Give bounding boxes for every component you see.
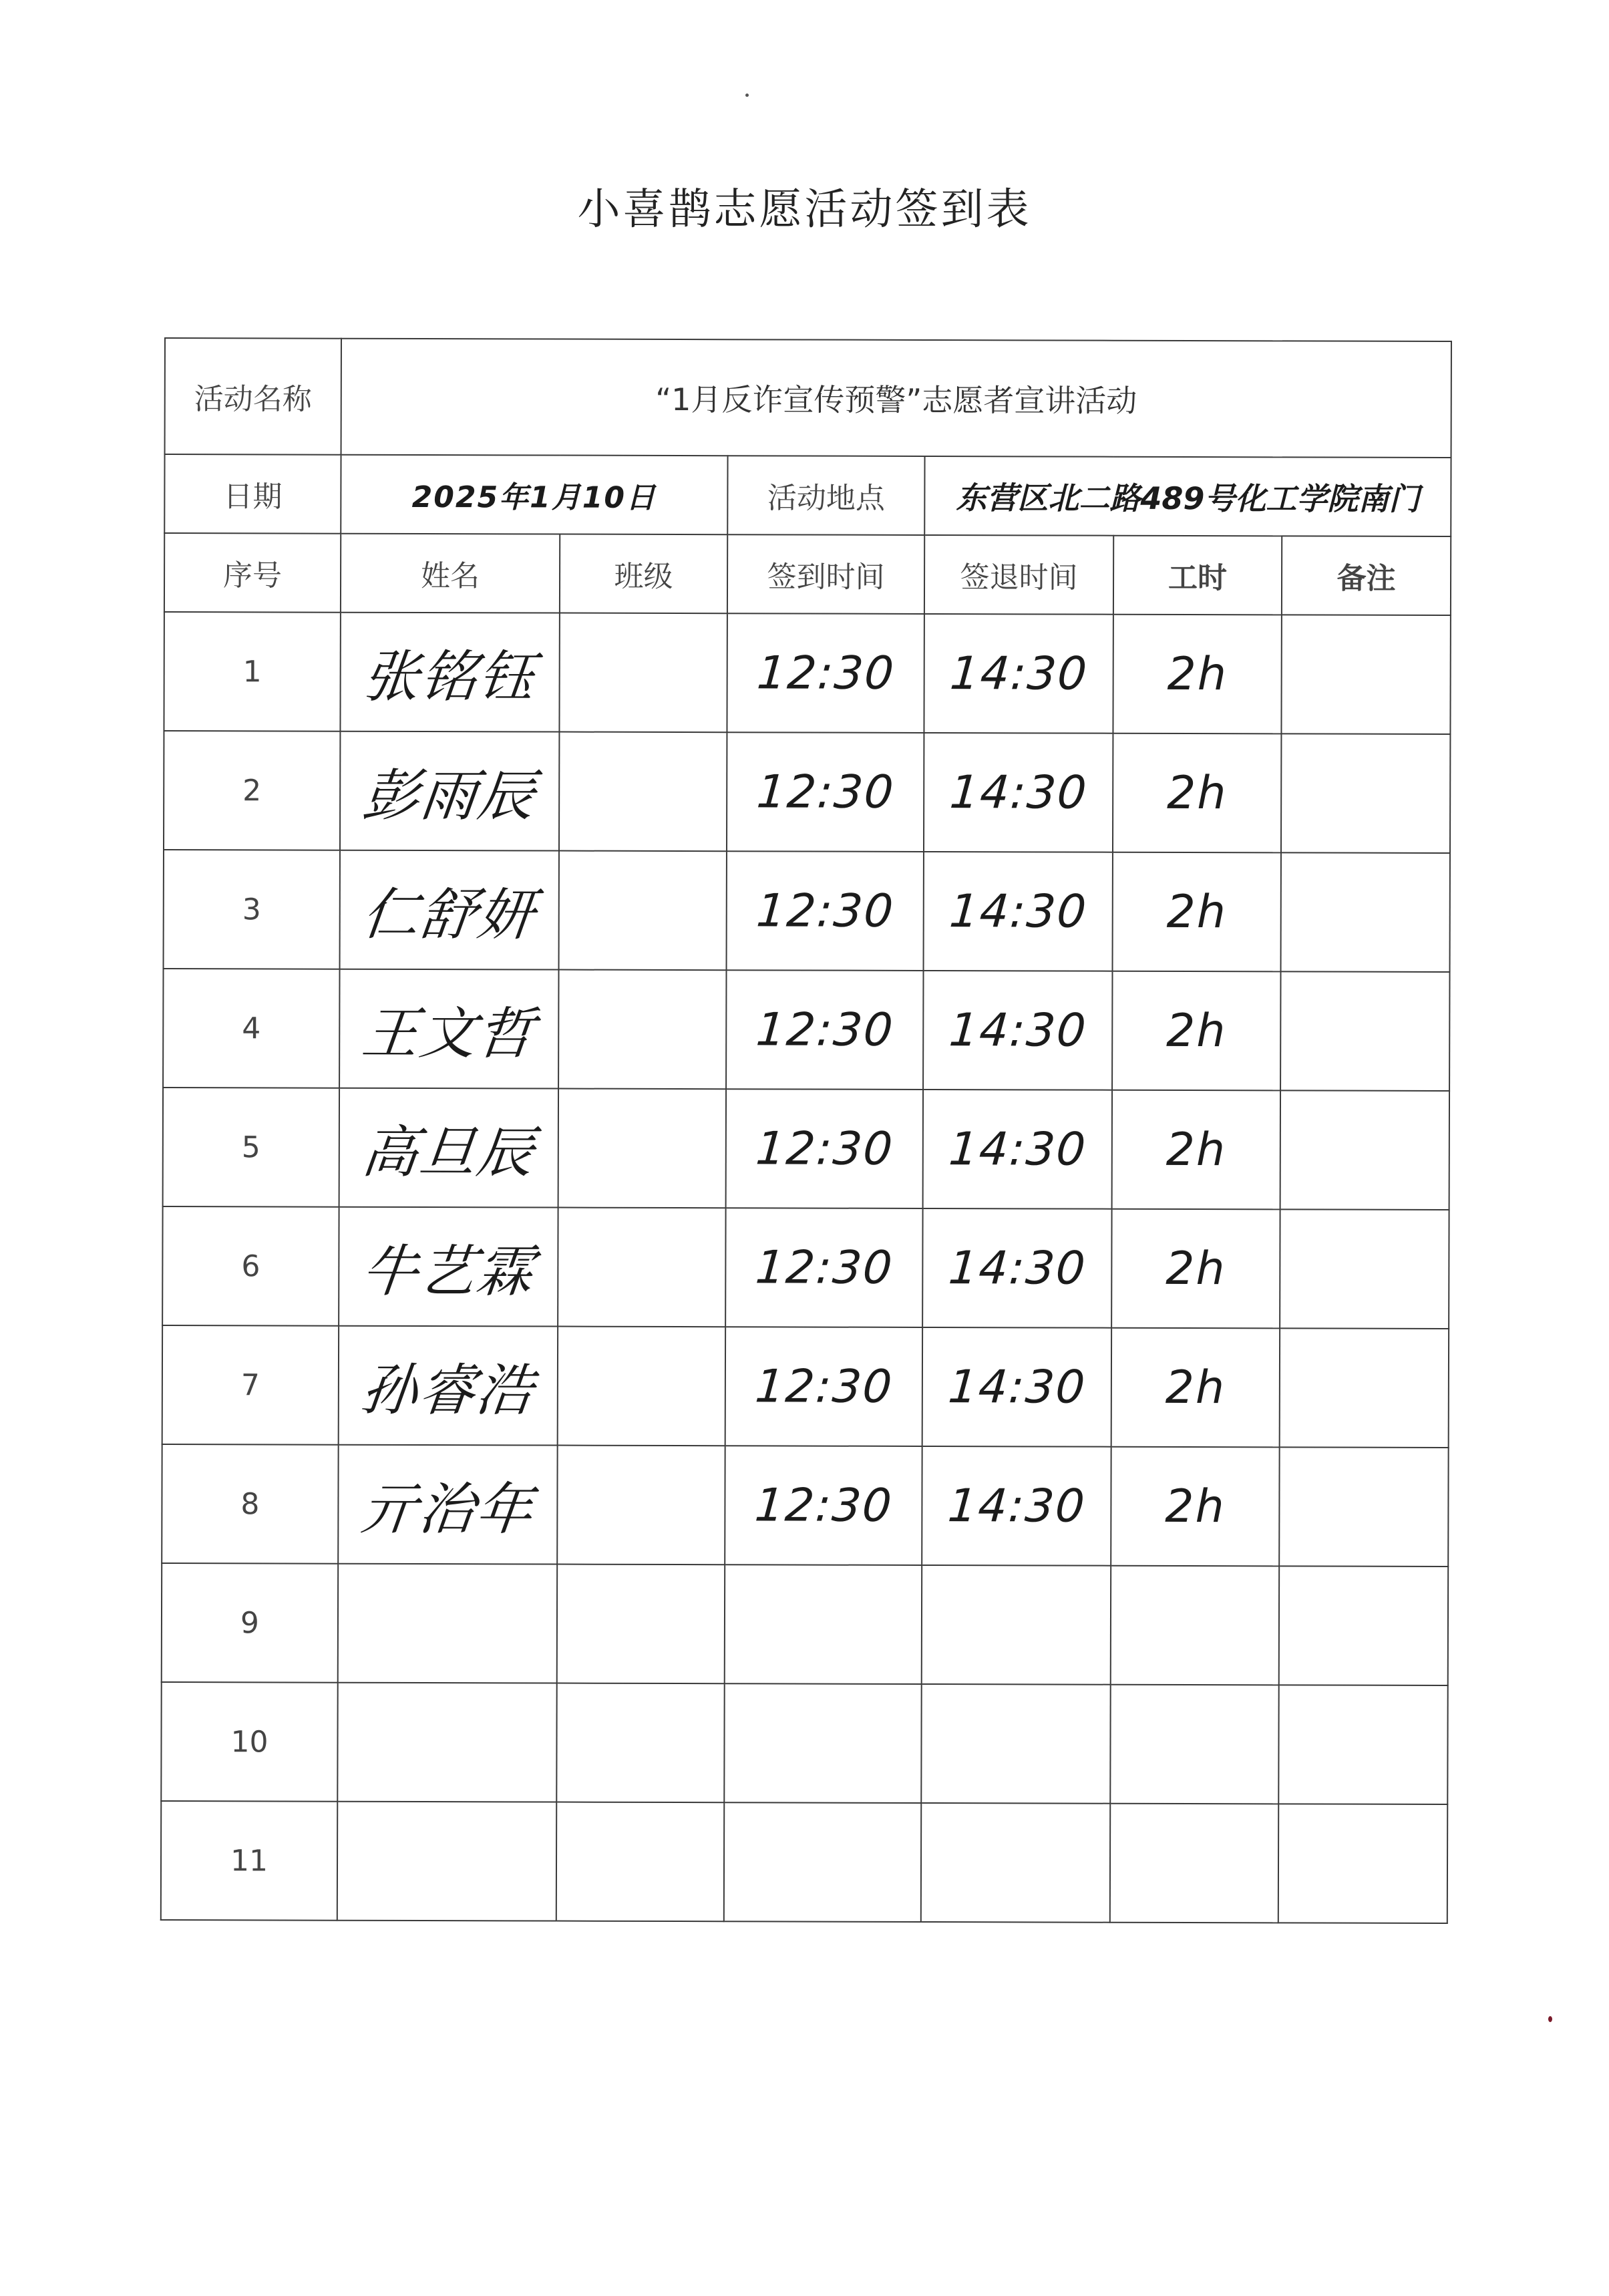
sign-in-time-cell — [725, 1327, 922, 1446]
work-hours: 2h — [1165, 1361, 1226, 1414]
sign-out-time-cell — [924, 614, 1113, 733]
date-location-row — [164, 454, 1451, 536]
volunteer-name: 仁舒妍 — [359, 881, 539, 947]
remark-cell — [1279, 1566, 1448, 1685]
volunteer-name-cell — [339, 1088, 558, 1208]
work-hours-cell — [1113, 733, 1281, 853]
sign-out-time: 14:30 — [947, 766, 1089, 820]
table-row — [161, 1801, 1447, 1923]
row-number-cell: 1 — [164, 612, 340, 731]
sign-out-time: 14:30 — [946, 1479, 1087, 1533]
scan-speck — [1548, 2016, 1552, 2022]
date-value — [341, 455, 727, 535]
remark-cell — [1281, 852, 1450, 972]
table-row — [163, 1088, 1449, 1210]
remark-cell — [1279, 1447, 1448, 1567]
location-label: 活动地点 — [727, 456, 924, 535]
header-sign-in: 签到时间 — [727, 534, 924, 614]
table-row — [163, 969, 1449, 1091]
location-value — [924, 456, 1451, 536]
work-hours: 2h — [1165, 1480, 1226, 1533]
volunteer-name-cell — [340, 613, 559, 732]
sign-in-time: 12:30 — [753, 1122, 896, 1176]
table-row — [164, 850, 1450, 972]
work-hours-cell — [1112, 971, 1280, 1091]
work-hours: 2h — [1166, 1123, 1227, 1176]
work-hours: 2h — [1166, 1242, 1226, 1295]
volunteer-name-cell — [337, 1683, 556, 1802]
sign-in-time: 12:30 — [754, 765, 896, 819]
date-label: 日期 — [164, 454, 341, 534]
activity-name-text: “1月反诈宣传预警”志愿者宣讲活动 — [655, 381, 1137, 419]
volunteer-name-cell — [338, 1445, 557, 1565]
table-row — [162, 1563, 1448, 1685]
remark-cell — [1280, 1090, 1449, 1210]
activity-name-row — [165, 338, 1451, 458]
work-hours-cell — [1113, 852, 1281, 972]
work-hours-cell — [1111, 1209, 1280, 1329]
column-header-row — [164, 533, 1451, 615]
volunteer-name: 亓治年 — [357, 1476, 538, 1542]
header-class: 班级 — [560, 534, 727, 614]
row-number-cell: 10 — [161, 1682, 337, 1802]
table-row — [164, 612, 1450, 734]
row-number-cell: 9 — [162, 1563, 338, 1683]
sign-in-time-cell — [725, 1208, 922, 1327]
table-row — [162, 1444, 1448, 1567]
sign-out-time: 14:30 — [946, 1360, 1088, 1414]
sign-out-time-cell — [921, 1803, 1110, 1923]
volunteer-class-cell — [559, 613, 727, 733]
volunteer-class-cell — [557, 1446, 725, 1565]
work-hours-cell — [1112, 1090, 1280, 1210]
date-handwriting: 2025年1月10日 — [411, 480, 657, 515]
page-title: 小喜鹊志愿活动签到表 — [577, 185, 1032, 234]
sign-out-time: 14:30 — [947, 884, 1089, 939]
sign-in-time-cell — [727, 732, 924, 852]
sign-in-time-cell — [725, 1446, 922, 1565]
sign-in-time: 12:30 — [753, 1241, 895, 1295]
sign-out-time-cell — [923, 971, 1112, 1090]
volunteer-name-cell — [339, 969, 558, 1089]
volunteer-class-cell — [558, 1089, 726, 1208]
remark-cell — [1281, 615, 1450, 734]
sign-out-time-cell — [922, 1446, 1111, 1566]
volunteer-name: 彭雨辰 — [359, 762, 539, 828]
volunteer-name: 高旦辰 — [358, 1119, 538, 1185]
row-number-cell: 7 — [162, 1325, 339, 1445]
volunteer-class-cell — [559, 732, 727, 852]
remark-cell — [1280, 1328, 1449, 1448]
volunteer-name-cell — [338, 1564, 557, 1683]
work-hours: 2h — [1166, 885, 1228, 939]
remark-cell — [1281, 733, 1450, 853]
volunteer-class-cell — [557, 1565, 725, 1684]
work-hours: 2h — [1166, 1004, 1227, 1057]
row-number-cell: 5 — [163, 1088, 339, 1207]
activity-name-value — [341, 339, 1451, 458]
sign-out-time: 14:30 — [948, 647, 1090, 701]
sign-in-time: 12:30 — [753, 1478, 894, 1532]
work-hours: 2h — [1166, 766, 1228, 820]
volunteer-class-cell — [558, 1327, 725, 1446]
sign-in-time: 12:30 — [755, 646, 897, 700]
row-number-cell: 8 — [162, 1444, 338, 1564]
volunteer-name-cell — [339, 1326, 558, 1446]
sign-out-time-cell — [924, 733, 1113, 852]
sign-out-time: 14:30 — [946, 1122, 1089, 1176]
sign-in-time-cell — [727, 613, 924, 733]
sign-out-time: 14:30 — [946, 1003, 1089, 1057]
volunteer-name-cell — [337, 1802, 556, 1921]
row-number-cell: 2 — [164, 731, 340, 850]
remark-cell — [1280, 1209, 1449, 1329]
work-hours: 2h — [1167, 647, 1228, 701]
sign-in-time: 12:30 — [753, 1359, 895, 1414]
work-hours-cell — [1113, 615, 1281, 734]
table-row — [161, 1682, 1447, 1804]
sign-out-time-cell — [923, 1090, 1112, 1209]
table-row — [162, 1325, 1449, 1448]
volunteer-name: 孙睿浩 — [357, 1357, 538, 1423]
work-hours-cell — [1111, 1328, 1280, 1448]
work-hours-cell — [1110, 1685, 1278, 1804]
header-no: 序号 — [164, 533, 341, 613]
volunteer-name-cell — [339, 1207, 558, 1327]
table-row — [164, 731, 1450, 853]
sign-in-time: 12:30 — [753, 1003, 896, 1057]
volunteer-name-cell — [340, 731, 559, 851]
location-handwriting: 东营区北二路489号化工学院南门 — [956, 480, 1420, 517]
volunteer-class-cell — [556, 1802, 724, 1922]
row-number-cell: 6 — [162, 1206, 339, 1326]
work-hours-cell — [1111, 1566, 1279, 1685]
sign-out-time-cell — [924, 852, 1113, 971]
sign-out-time: 14:30 — [946, 1241, 1088, 1295]
sign-out-time-cell — [922, 1208, 1111, 1328]
remark-cell — [1278, 1804, 1447, 1923]
volunteer-class-cell — [558, 1208, 725, 1327]
volunteer-class-cell — [558, 970, 726, 1090]
sign-in-time-cell — [727, 851, 924, 971]
work-hours-cell — [1111, 1447, 1279, 1567]
volunteer-class-cell — [559, 851, 727, 971]
row-number-cell: 11 — [161, 1801, 337, 1921]
table-row — [162, 1206, 1449, 1329]
sign-in-time-cell — [724, 1683, 921, 1803]
volunteer-name: 王文哲 — [359, 1000, 538, 1066]
header-name: 姓名 — [341, 534, 560, 613]
sign-in-time-cell — [724, 1802, 921, 1922]
volunteer-class-cell — [556, 1683, 724, 1803]
sign-out-time-cell — [922, 1565, 1111, 1685]
sign-in-time: 12:30 — [754, 884, 896, 938]
row-number-cell: 3 — [164, 850, 340, 969]
volunteer-name: 张铭钰 — [359, 643, 540, 709]
remark-cell — [1278, 1685, 1447, 1804]
sign-in-time-cell — [726, 970, 923, 1090]
scan-speck — [745, 94, 749, 97]
remark-cell — [1280, 971, 1449, 1091]
header-remark: 备注 — [1282, 536, 1451, 615]
volunteer-name-cell — [340, 850, 559, 970]
row-number-cell: 4 — [163, 969, 339, 1088]
volunteer-name: 牛艺霖 — [358, 1238, 538, 1304]
sign-in-time-cell — [726, 1089, 923, 1208]
sign-out-time-cell — [921, 1684, 1110, 1804]
header-sign-out: 签退时间 — [924, 535, 1113, 615]
sign-in-time-cell — [725, 1565, 922, 1684]
sign-out-time-cell — [922, 1327, 1111, 1447]
work-hours-cell — [1110, 1804, 1278, 1923]
activity-name-label: 活动名称 — [165, 338, 341, 455]
header-hours: 工时 — [1113, 536, 1282, 615]
sign-in-table — [160, 337, 1452, 1924]
